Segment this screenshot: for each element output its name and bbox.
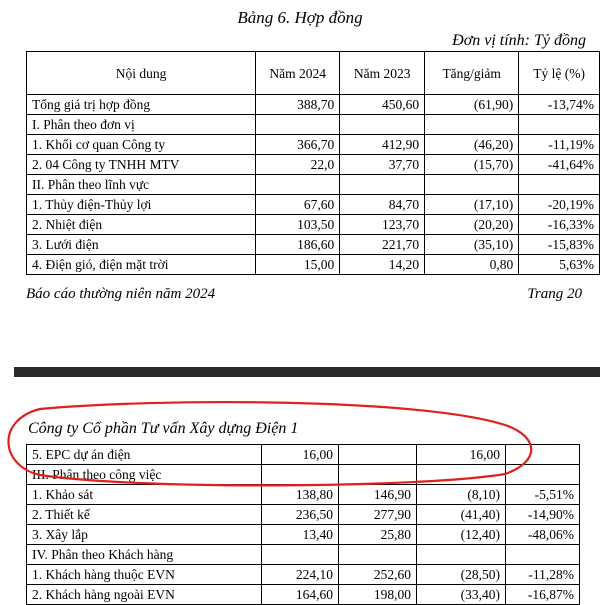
row-value-cell: (17,10) [425,195,519,215]
row-label-cell: IV. Phân theo Khách hàng [27,545,262,565]
row-value-cell: 186,60 [256,235,340,255]
red-ellipse-mark [8,402,531,485]
row-value-cell: 103,50 [256,215,340,235]
row-value-cell: -11,19% [519,135,600,155]
row-value-cell: 412,90 [340,135,425,155]
row-label-cell: 1. Khách hàng thuộc EVN [27,565,262,585]
row-value-cell: 450,60 [340,95,425,115]
row-value-cell: 5,63% [519,255,600,275]
row-value-cell: -48,06% [506,525,580,545]
row-value-cell: 252,60 [339,565,417,585]
row-label-cell: 4. Điện gió, điện mặt trời [27,255,256,275]
row-value-cell: -16,33% [519,215,600,235]
row-value-cell: (61,90) [425,95,519,115]
row-label-cell: 2. Thiết kế [27,505,262,525]
row-label-cell: 2. Nhiệt điện [27,215,256,235]
row-value-cell: (12,40) [417,525,506,545]
row-value-cell: 366,70 [256,135,340,155]
row-value-cell: (8,10) [417,485,506,505]
row-value-cell: 146,90 [339,485,417,505]
row-value-cell: 14,20 [340,255,425,275]
row-label-cell: II. Phân theo lĩnh vực [27,175,256,195]
company-name: Công ty Cổ phần Tư vấn Xây dựng Điện 1 [28,420,299,437]
row-value-cell: 388,70 [256,95,340,115]
row-value-cell: -20,19% [519,195,600,215]
row-value-cell: (20,20) [425,215,519,235]
row-label-cell: Tổng giá trị hợp đồng [27,95,256,115]
row-value-cell: 236,50 [262,505,339,525]
row-value-cell: 84,70 [340,195,425,215]
row-value-cell: (15,70) [425,155,519,175]
footer-report-name: Báo cáo thường niên năm 2024 [26,286,216,302]
row-label-cell: 1. Khảo sát [27,485,262,505]
row-label-cell: 1. Khối cơ quan Công ty [27,135,256,155]
row-label-cell: 1. Thủy điện-Thủy lợi [27,195,256,215]
row-value-cell: 138,80 [262,485,339,505]
row-value-cell: 277,90 [339,505,417,525]
row-value-cell: 22,0 [256,155,340,175]
row-value-cell: 224,10 [262,565,339,585]
row-value-cell: (28,50) [417,565,506,585]
row-value-cell: (46,20) [425,135,519,155]
row-value-cell: -5,51% [506,485,580,505]
row-label-cell: 2. Khách hàng ngoài EVN [27,585,262,605]
row-value-cell: 67,60 [256,195,340,215]
row-value-cell: -13,74% [519,95,600,115]
row-value-cell: -41,64% [519,155,600,175]
row-value-cell: -15,83% [519,235,600,255]
footer-page-number: Trang 20 [527,286,582,302]
header-ratio: Tỷ lệ (%) [519,52,600,95]
row-value-cell: 198,00 [339,585,417,605]
row-value-cell: (35,10) [425,235,519,255]
header-year-2024: Năm 2024 [256,52,340,95]
row-value-cell: -11,28% [506,565,580,585]
row-value-cell: -16,87% [506,585,580,605]
row-value-cell: 13,40 [262,525,339,545]
row-value-cell: 37,70 [340,155,425,175]
header-content: Nội dung [27,52,256,95]
header-change: Tăng/giảm [425,52,519,95]
row-label-cell: III. Phân theo công việc [27,465,262,485]
row-label-cell: 3. Lưới điện [27,235,256,255]
row-label-cell: 2. 04 Công ty TNHH MTV [27,155,256,175]
row-value-cell: 16,00 [262,445,339,465]
row-label-cell: 3. Xây lắp [27,525,262,545]
row-label-cell: I. Phân theo đơn vị [27,115,256,135]
table-title: Bảng 6. Hợp đồng [237,8,363,27]
header-year-2023: Năm 2023 [340,52,425,95]
row-value-cell: (41,40) [417,505,506,525]
row-value-cell: 221,70 [340,235,425,255]
row-value-cell: 25,80 [339,525,417,545]
row-value-cell: 16,00 [417,445,506,465]
row-value-cell: 0,80 [425,255,519,275]
row-value-cell: -14,90% [506,505,580,525]
row-label-cell: 5. EPC dự án điện [27,445,262,465]
row-value-cell: 164,60 [262,585,339,605]
row-value-cell: 15,00 [256,255,340,275]
row-value-cell: (33,40) [417,585,506,605]
unit-label: Đơn vị tính: Tỷ đồng [452,32,586,49]
row-value-cell: 123,70 [340,215,425,235]
